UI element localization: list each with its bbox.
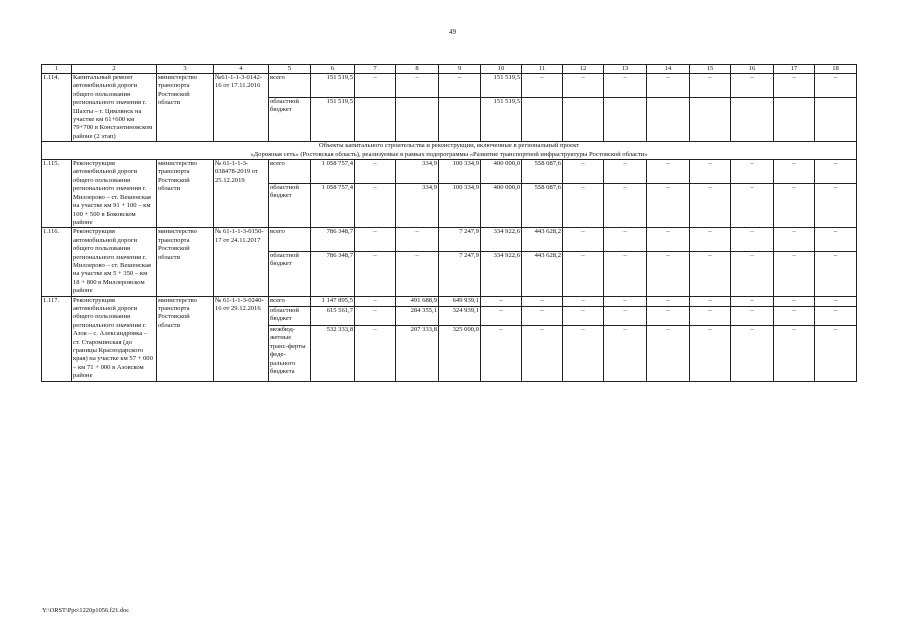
amount-cell: – [481, 306, 522, 325]
funding-source: всего [269, 296, 311, 306]
permit-doc: № 61-1-1-3-038478-2019 от 25.12.2019 [214, 160, 269, 228]
amount-cell: – [731, 183, 774, 228]
amount-cell: 334,9 [396, 183, 439, 228]
amount-cell: – [690, 160, 731, 184]
amount-cell: – [815, 74, 857, 98]
amount-cell: 1 058 757,4 [311, 160, 355, 184]
funding-source: областной бюджет [269, 251, 311, 296]
amount-cell: – [815, 251, 857, 296]
amount-cell: 151 519,5 [311, 74, 355, 98]
amount-cell: – [604, 228, 647, 252]
table-row [42, 160, 857, 184]
amount-cell: – [774, 228, 815, 252]
amount-cell: – [355, 296, 396, 306]
amount-cell: 151 519,5 [311, 97, 355, 142]
amount-cell: – [355, 74, 396, 98]
object-name: Реконструкция автомобильной дороги общего пользования регионального значения г. Миллерово – ст. Вешенская на участке км 5 + 350 – км 18 + 800 в Миллеровском районе [72, 228, 157, 296]
amount-cell: – [563, 160, 604, 184]
amount-cell: 491 688,9 [396, 296, 439, 306]
amount-cell: – [774, 74, 815, 98]
amount-cell: – [604, 325, 647, 381]
amount-cell: – [774, 306, 815, 325]
funding-source: всего [269, 228, 311, 252]
amount-cell [815, 97, 857, 142]
funding-source: всего [269, 74, 311, 98]
amount-cell: 649 939,1 [439, 296, 481, 306]
amount-cell: – [563, 251, 604, 296]
amount-cell: 786 348,7 [311, 228, 355, 252]
amount-cell: 443 628,2 [522, 251, 563, 296]
amount-cell: 325 000,0 [439, 325, 481, 381]
amount-cell: 151 519,5 [481, 97, 522, 142]
table-row [42, 228, 857, 252]
amount-cell: 1 147 895,5 [311, 296, 355, 306]
section-block [42, 142, 857, 160]
col-header: 16 [731, 65, 774, 74]
table-row [42, 296, 857, 306]
col-header: 13 [604, 65, 647, 74]
amount-cell: – [647, 296, 690, 306]
amount-cell [355, 97, 396, 142]
amount-cell: – [731, 325, 774, 381]
section-row [42, 142, 857, 160]
amount-cell: – [355, 183, 396, 228]
amount-cell: 558 087,6 [522, 160, 563, 184]
col-header: 2 [72, 65, 157, 74]
amount-cell: – [815, 160, 857, 184]
amount-cell: 615 561,7 [311, 306, 355, 325]
amount-cell: 151 519,5 [481, 74, 522, 98]
amount-cell: – [815, 183, 857, 228]
amount-cell: – [647, 228, 690, 252]
amount-cell: – [522, 306, 563, 325]
funding-source: всего [269, 160, 311, 184]
amount-cell: – [481, 296, 522, 306]
amount-cell: – [774, 183, 815, 228]
amount-cell: – [815, 306, 857, 325]
permit-doc: № 61-1-1-3-0150-17 от 24.11.2017 [214, 228, 269, 296]
amount-cell: 334 922,6 [481, 251, 522, 296]
object-name: Реконструкция автомобильной дороги общего пользования регионального значения г. Миллерово – ст. Вешенская на участке км 91 + 100 – км 100 + 500 в Боковском районе [72, 160, 157, 228]
permit-doc: №61-1-1-3-0142-16 от 17.11.2016 [214, 74, 269, 142]
col-header: 5 [269, 65, 311, 74]
amount-cell: 532 333,8 [311, 325, 355, 381]
section-title-line1: Объекты капитального строительства и реконструкции, включенные в региональный проект [318, 142, 580, 150]
row-id: 1.114. [42, 74, 72, 142]
rows-block-a [42, 74, 857, 142]
amount-cell: – [774, 251, 815, 296]
agency: министерство транспорта Ростовской области [157, 160, 214, 228]
amount-cell: – [731, 251, 774, 296]
amount-cell: 786 348,7 [311, 251, 355, 296]
budget-table [41, 64, 857, 382]
col-header: 8 [396, 65, 439, 74]
amount-cell: – [604, 306, 647, 325]
amount-cell [647, 97, 690, 142]
amount-cell: – [355, 228, 396, 252]
col-header: 7 [355, 65, 396, 74]
amount-cell: – [731, 160, 774, 184]
amount-cell: – [731, 296, 774, 306]
amount-cell: – [396, 251, 439, 296]
amount-cell: – [604, 251, 647, 296]
col-header: 17 [774, 65, 815, 74]
amount-cell: 207 333,8 [396, 325, 439, 381]
amount-cell [563, 97, 604, 142]
amount-cell: – [774, 325, 815, 381]
col-header: 11 [522, 65, 563, 74]
amount-cell: 1 058 757,4 [311, 183, 355, 228]
permit-doc: № 61-1-1-3-0240-16 от 29.12.2016 [214, 296, 269, 381]
page-number: 49 [449, 28, 456, 36]
amount-cell [690, 97, 731, 142]
amount-cell: – [690, 228, 731, 252]
section-title-line2: «Дорожная сеть» (Ростовская область), реализуемые в рамках подпрограммы «Развитие транспортной инфраструктуры Ростовской области» [250, 150, 648, 158]
col-header: 18 [815, 65, 857, 74]
col-header: 9 [439, 65, 481, 74]
col-header: 6 [311, 65, 355, 74]
amount-cell: – [774, 160, 815, 184]
amount-cell: – [522, 74, 563, 98]
amount-cell: – [439, 74, 481, 98]
amount-cell: – [563, 228, 604, 252]
amount-cell: – [815, 325, 857, 381]
col-header: 3 [157, 65, 214, 74]
amount-cell: – [522, 296, 563, 306]
amount-cell: – [563, 306, 604, 325]
agency: министерство транспорта Ростовской области [157, 74, 214, 142]
row-id: 1.117. [42, 296, 72, 381]
amount-cell: – [647, 160, 690, 184]
amount-cell: 400 000,0 [481, 183, 522, 228]
amount-cell: – [604, 183, 647, 228]
amount-cell: – [604, 74, 647, 98]
amount-cell: – [690, 251, 731, 296]
amount-cell: 558 087,6 [522, 183, 563, 228]
col-header: 12 [563, 65, 604, 74]
amount-cell: – [731, 74, 774, 98]
amount-cell: – [647, 251, 690, 296]
amount-cell [731, 97, 774, 142]
amount-cell [774, 97, 815, 142]
table-row [42, 74, 857, 98]
funding-source: межбюд-жетные транс-ферты феде-рального бюджета [269, 325, 311, 381]
amount-cell: – [774, 296, 815, 306]
col-header: 14 [647, 65, 690, 74]
amount-cell: – [731, 228, 774, 252]
amount-cell: – [355, 251, 396, 296]
amount-cell: – [396, 228, 439, 252]
amount-cell: – [396, 74, 439, 98]
amount-cell: – [563, 74, 604, 98]
amount-cell: – [522, 325, 563, 381]
footer-path: Y:\ORST\Ppo\1220p1056.f21.doc [42, 607, 130, 614]
amount-cell: – [355, 160, 396, 184]
funding-source: областной бюджет [269, 183, 311, 228]
section-title [42, 142, 857, 160]
amount-cell: – [690, 74, 731, 98]
amount-cell: 443 628,2 [522, 228, 563, 252]
amount-cell [604, 97, 647, 142]
row-id: 1.116. [42, 228, 72, 296]
object-name: Реконструкция автомобильной дороги общего пользования регионального значения г. Азов – с. Александровка – ст. Староминская (до границы Краснодарского края) на участке км 57 + 000 – км 71 + 000 в Азовском районе [72, 296, 157, 381]
amount-cell: 7 247,9 [439, 251, 481, 296]
amount-cell: – [604, 160, 647, 184]
amount-cell: – [815, 296, 857, 306]
rows-block-b [42, 160, 857, 382]
col-header: 4 [214, 65, 269, 74]
amount-cell [439, 97, 481, 142]
amount-cell: 284 355,1 [396, 306, 439, 325]
amount-cell: – [690, 325, 731, 381]
amount-cell: – [690, 183, 731, 228]
amount-cell: – [563, 325, 604, 381]
amount-cell [522, 97, 563, 142]
amount-cell: – [563, 183, 604, 228]
agency: министерство транспорта Ростовской области [157, 228, 214, 296]
object-name: Капитальный ремонт автомобильной дороги общего пользования регионального значения г. Шахты – г. Цимлянск на участке км 61+600 км 79+700 в Константиновском районе (2 этап) [72, 74, 157, 142]
amount-cell: 400 000,0 [481, 160, 522, 184]
amount-cell: 324 939,1 [439, 306, 481, 325]
funding-source: областной бюджет [269, 306, 311, 325]
amount-cell: 334 922,6 [481, 228, 522, 252]
amount-cell: – [604, 296, 647, 306]
amount-cell: – [481, 325, 522, 381]
amount-cell: – [647, 74, 690, 98]
amount-cell: – [690, 296, 731, 306]
amount-cell: – [563, 296, 604, 306]
amount-cell: – [731, 306, 774, 325]
amount-cell: – [355, 306, 396, 325]
funding-source: областной бюджет [269, 97, 311, 142]
agency: министерство транспорта Ростовской области [157, 296, 214, 381]
col-header: 10 [481, 65, 522, 74]
amount-cell: – [690, 306, 731, 325]
amount-cell: 334,9 [396, 160, 439, 184]
amount-cell: 100 334,9 [439, 160, 481, 184]
amount-cell: – [647, 183, 690, 228]
col-header: 15 [690, 65, 731, 74]
amount-cell [396, 97, 439, 142]
amount-cell: 100 334,9 [439, 183, 481, 228]
amount-cell: – [815, 228, 857, 252]
row-id: 1.115. [42, 160, 72, 228]
amount-cell: – [647, 325, 690, 381]
amount-cell: 7 247,9 [439, 228, 481, 252]
header-row [42, 65, 857, 74]
col-header: 1 [42, 65, 72, 74]
amount-cell: – [647, 306, 690, 325]
amount-cell: – [355, 325, 396, 381]
